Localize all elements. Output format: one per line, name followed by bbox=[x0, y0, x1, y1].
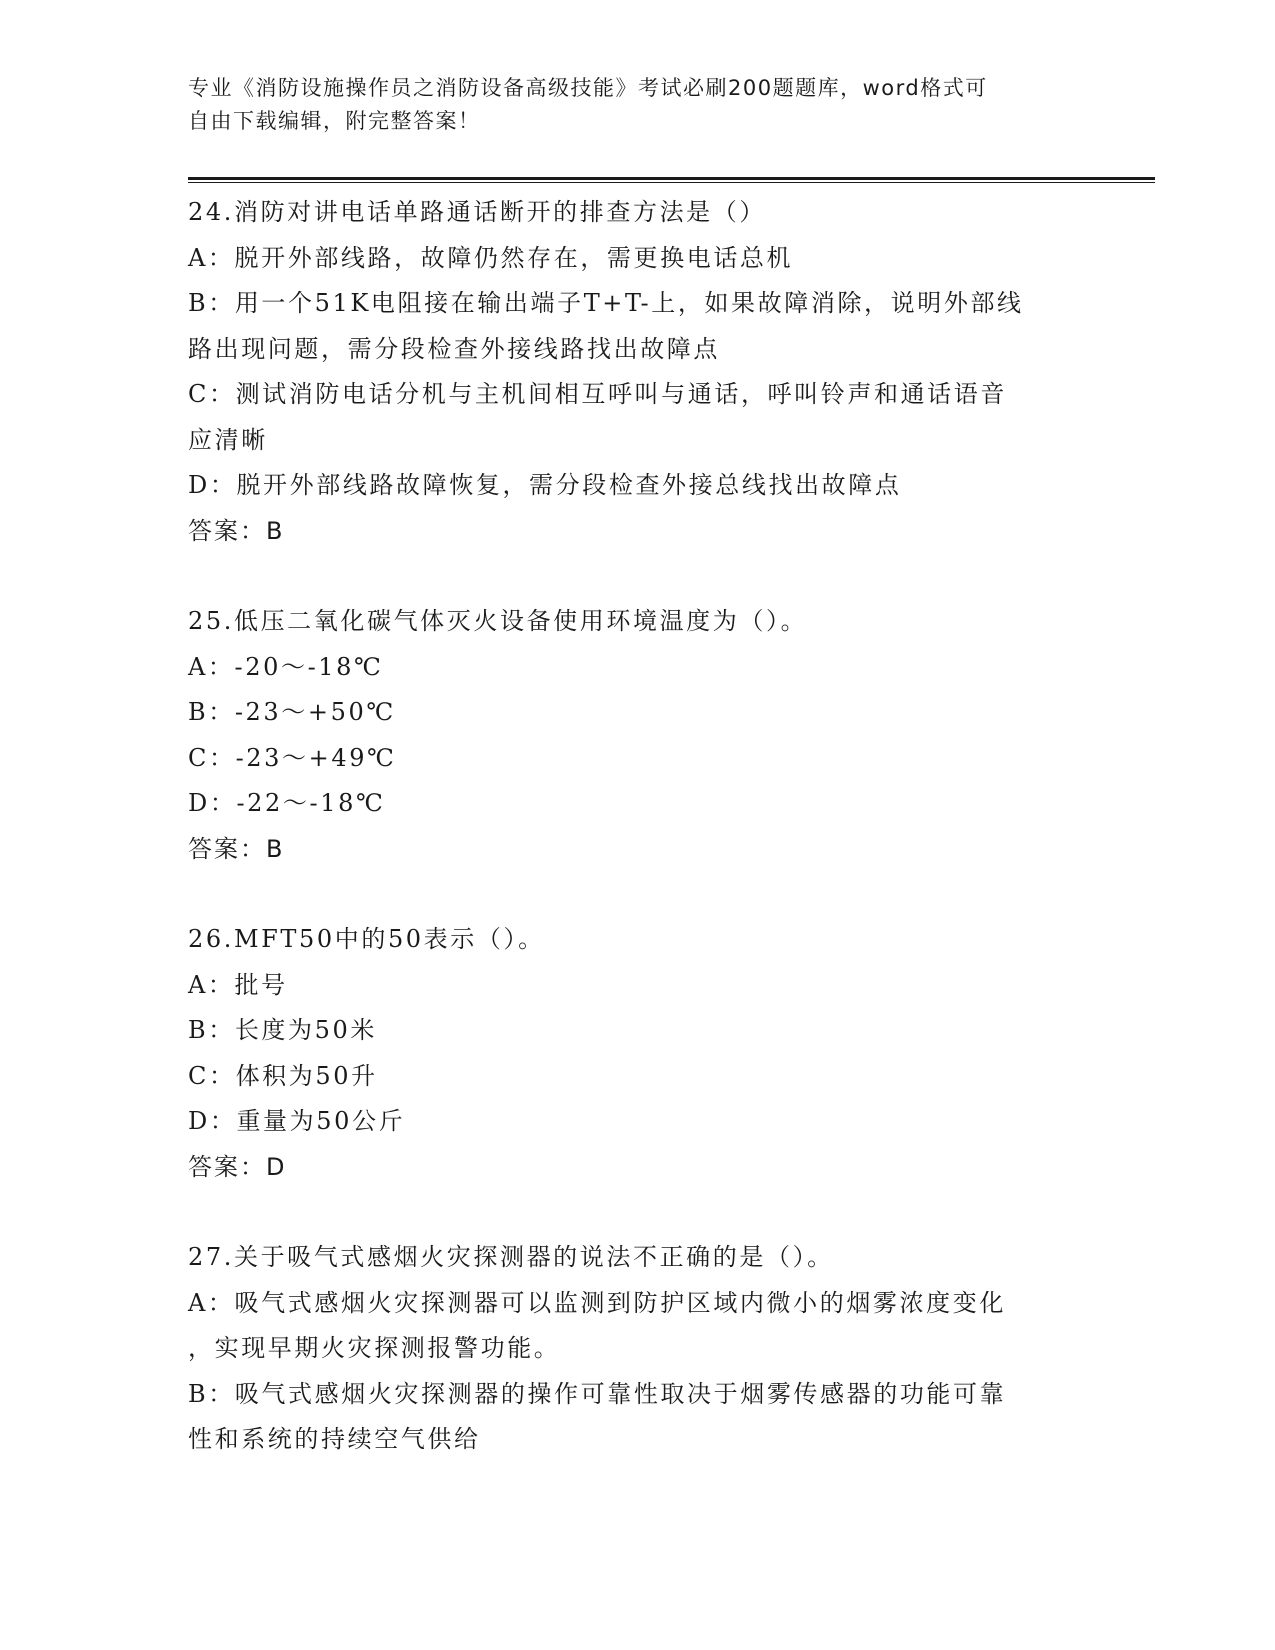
option-c: C：测试消防电话分机与主机间相互呼叫与通话，呼叫铃声和通话语音 bbox=[188, 380, 1007, 408]
option-d: D：重量为50公斤 bbox=[188, 1107, 406, 1135]
option-c-continued: 应清晰 bbox=[188, 425, 268, 454]
question-25 bbox=[188, 599, 1088, 872]
option-a: A：-20～-18℃ bbox=[188, 652, 384, 681]
question-stem: 27.关于吸气式感烟火灾探测器的说法不正确的是（）。 bbox=[188, 1243, 834, 1271]
question-24 bbox=[188, 190, 1088, 554]
question-26 bbox=[188, 917, 1088, 1190]
option-b: B：吸气式感烟火灾探测器的操作可靠性取决于烟雾传感器的功能可靠 bbox=[188, 1379, 1007, 1408]
option-b: B：-23～+50℃ bbox=[188, 698, 396, 726]
option-a: A：吸气式感烟火灾探测器可以监测到防护区域内微小的烟雾浓度变化 bbox=[188, 1288, 1006, 1317]
option-b-continued: 路出现问题，需分段检查外接线路找出故障点 bbox=[188, 334, 720, 363]
question-27 bbox=[188, 1235, 1088, 1463]
question-list bbox=[188, 190, 1088, 1463]
answer-label: 答案：B bbox=[188, 834, 285, 863]
option-a-continued: ，实现早期火灾探测报警功能。 bbox=[188, 1334, 561, 1362]
question-stem: 24.消防对讲电话单路通话断开的排查方法是（） bbox=[188, 198, 766, 226]
option-b-continued: 性和系统的持续空气供给 bbox=[188, 1425, 481, 1453]
option-d: D：-22～-18℃ bbox=[188, 789, 386, 817]
option-c: C：-23～+49℃ bbox=[188, 743, 397, 772]
answer-label: 答案：D bbox=[188, 1152, 287, 1181]
header-line-2: 自由下载编辑，附完整答案！ bbox=[188, 109, 481, 133]
header-divider-thick bbox=[188, 177, 1155, 180]
answer-label: 答案：B bbox=[188, 516, 285, 545]
option-a: A：脱开外部线路，故障仍然存在，需更换电话总机 bbox=[188, 243, 794, 272]
option-a: A：批号 bbox=[188, 970, 288, 999]
header-divider-thin bbox=[188, 182, 1155, 183]
option-b: B：用一个51K电阻接在输出端子T+T-上，如果故障消除，说明外部线 bbox=[188, 289, 1024, 317]
question-stem: 25.低压二氧化碳气体灭火设备使用环境温度为（）。 bbox=[188, 607, 808, 635]
header-line-1: 专业《消防设施操作员之消防设备高级技能》考试必刷200题题库，word格式可 bbox=[188, 76, 988, 100]
option-d: D：脱开外部线路故障恢复，需分段检查外接总线找出故障点 bbox=[188, 471, 902, 499]
page-header bbox=[188, 72, 1088, 138]
option-c: C：体积为50升 bbox=[188, 1061, 378, 1090]
question-stem: 26.MFT50中的50表示（）。 bbox=[188, 925, 545, 953]
option-b: B：长度为50米 bbox=[188, 1016, 377, 1044]
